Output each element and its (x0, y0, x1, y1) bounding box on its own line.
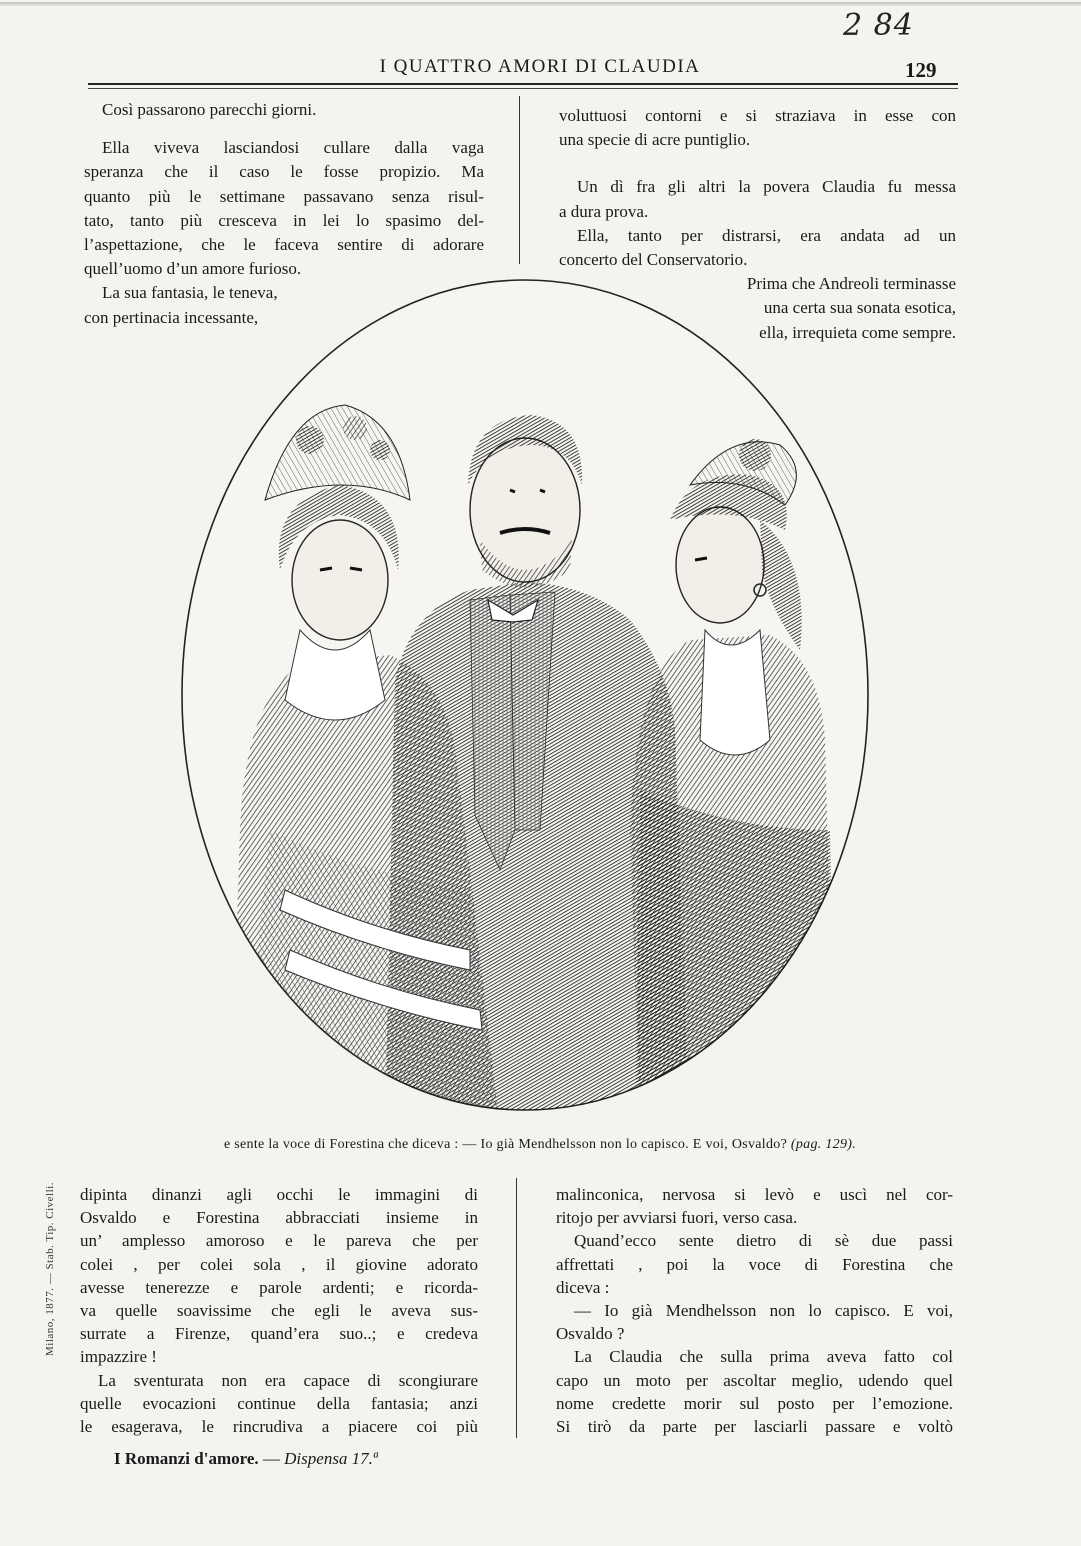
text-line: avesse tenerezze e parole ardenti; e ricorda- (80, 1277, 478, 1297)
paragraph (80, 1369, 478, 1439)
upper-column-divider (519, 96, 520, 264)
text-line: quell’uomo d’un amore furioso. (84, 259, 302, 279)
footer-signature (114, 1449, 378, 1469)
text-line: capo un moto per ascoltar meglio, udendo quel (556, 1370, 953, 1390)
paragraph (556, 1299, 953, 1345)
text-line: La sua fantasia, le teneva, (102, 283, 278, 303)
page-number: 129 (905, 58, 937, 82)
text-line: una specie di acre puntiglio. (559, 130, 751, 150)
engraving-illustration (170, 270, 880, 1120)
text-line: Osvaldo ? (556, 1324, 625, 1344)
text-line: ella, irrequieta come sempre. (759, 322, 956, 342)
text-line: surrate a Firenze, quand’era suo..; e credeva (80, 1324, 478, 1344)
scan-top-edge (0, 2, 1081, 6)
text-line: La Claudia che sulla prima aveva fatto col (574, 1347, 953, 1367)
paragraph (556, 1229, 953, 1299)
text-line: quanto più le settimane passavano senza risul- (84, 186, 484, 206)
text-line: Ella viveva lasciandosi cullare dalla vaga (102, 138, 484, 158)
footer-dash: — (258, 1449, 285, 1468)
text-line: — Io già Mendhelsson non lo capisco. E voi, (574, 1301, 953, 1321)
text-line: dipinta dinanzi agli occhi le immagini di (80, 1185, 478, 1204)
text-line: tato, tanto più cresceva in lei lo spasimo del- (84, 210, 484, 230)
footer-dispensa: Dispensa 17.ª (284, 1449, 378, 1468)
text-line: Si tirò da parte per lasciarli passare e voltò (556, 1417, 953, 1437)
text-line: speranza che il caso le fosse propizio. Ma (84, 162, 484, 182)
text-line: con pertinacia incessante, (84, 307, 259, 327)
paragraph (84, 98, 484, 122)
header-rule (88, 83, 958, 85)
text-line: quelle evocazioni continue della fantasia; anzi (80, 1393, 478, 1413)
paragraph (556, 1183, 953, 1229)
text-line: La sventurata non era capace di scongiurare (98, 1370, 478, 1390)
text-line: impazzire ! (80, 1347, 157, 1367)
text-line: colei , per colei sola , il giovine adorato (80, 1254, 478, 1274)
text-line: a dura prova. (559, 201, 649, 221)
paragraph (80, 1183, 478, 1369)
caption-page-ref: (pag. 129). (790, 1137, 857, 1152)
text-line: voluttuosi contorni e si straziava in esse con (559, 106, 956, 125)
text-line: Ella, tanto per distrarsi, era andata ad un (577, 225, 956, 245)
text-line: ritojo per avviarsi fuori, verso casa. (556, 1208, 798, 1228)
footer-series-title: I Romanzi d'amore. (114, 1449, 259, 1468)
text-line: nome credette morir sul posto per l’emozione. (556, 1393, 953, 1413)
text-line: diceva : (556, 1277, 610, 1297)
text-line: Osvaldo e Forestina abbracciati insieme in (80, 1208, 478, 1228)
text-line: Prima che Andreoli terminasse (746, 274, 956, 294)
lower-column-divider (516, 1178, 517, 1438)
text-line: affrettati , poi la voce di Forestina che (556, 1254, 953, 1274)
text-line: malinconica, nervosa si levò e uscì nel cor- (556, 1185, 953, 1204)
handwritten-page-note: 2 84 (843, 8, 914, 43)
text-line: una certa sua sonata esotica, (763, 298, 956, 318)
text-line: Quand’ecco sente dietro di sè due passi (574, 1231, 953, 1251)
text-line: un’ amplesso amoroso e le pareva che per (80, 1231, 478, 1251)
text-line: le esagerava, le rincrudiva a piacere coi più (80, 1417, 478, 1437)
paragraph (556, 1345, 953, 1438)
text-line: concerto del Conservatorio. (559, 250, 748, 270)
header-rule-thin (88, 88, 958, 89)
illustration-caption (90, 1137, 990, 1153)
paragraph (559, 104, 956, 152)
paragraph (559, 175, 956, 223)
lower-left-column (80, 1183, 478, 1438)
margin-imprint: Milano, 1877. — Stab. Tip. Civelli. (44, 1182, 56, 1356)
running-head-title: I QUATTRO AMORI DI CLAUDIA (379, 56, 701, 77)
text-line: Un dì fra gli altri la povera Claudia fu messa (577, 177, 956, 197)
text-line: l’aspettazione, che le faceva sentire di adorare (84, 235, 484, 255)
paragraph (559, 224, 956, 272)
paragraph (84, 136, 484, 281)
text-line: Così passarono parecchi giorni. (102, 100, 317, 119)
caption-text: e sente la voce di Forestina che diceva : — Io già Mendhelsson non lo capisco. E voi, Osvaldo? (223, 1137, 788, 1152)
lower-right-column (556, 1183, 953, 1438)
text-line: va quelle soavissime che egli le aveva sus- (80, 1301, 478, 1321)
